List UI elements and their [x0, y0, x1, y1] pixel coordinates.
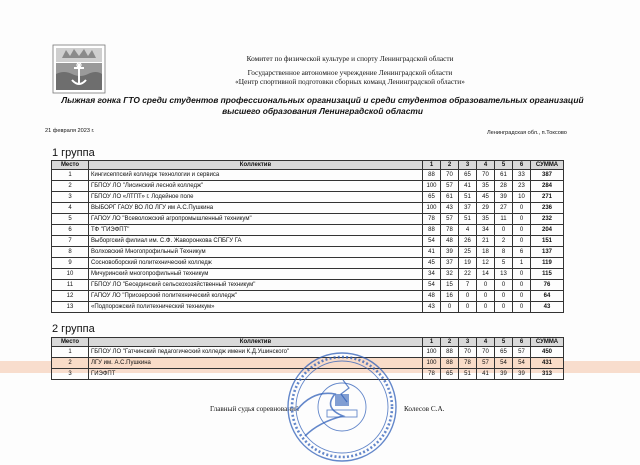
score-cell: 0 [495, 280, 513, 291]
score-cell: 78 [423, 214, 441, 225]
team-cell: ЛГУ им. А.С.Пушкина [89, 358, 423, 369]
column-header: 4 [477, 161, 495, 170]
sum-cell: 431 [531, 358, 564, 369]
score-cell: 70 [459, 347, 477, 358]
sum-cell: 450 [531, 347, 564, 358]
team-cell: ВЫБОРГ ГАОУ ВО ЛО ЛГУ им А.С.Пушкина [89, 203, 423, 214]
score-cell: 35 [477, 214, 495, 225]
place-cell: 8 [52, 247, 89, 258]
score-cell: 0 [441, 302, 459, 313]
score-cell: 0 [513, 269, 531, 280]
sum-cell: 313 [531, 369, 564, 380]
score-cell: 51 [459, 369, 477, 380]
column-header: 6 [513, 161, 531, 170]
signature-name: Колесов С.А. [404, 405, 445, 413]
column-header: 1 [423, 338, 441, 347]
team-cell: Волховский Многопрофильный Техникум [89, 247, 423, 258]
institution-name: Государственное автономное учреждение Ленинградской области [247, 68, 453, 77]
sum-cell: 64 [531, 291, 564, 302]
place-cell: 13 [52, 302, 89, 313]
table-header-row [52, 338, 564, 347]
team-cell: Кингисеппский колледж технологии и сервиса [89, 170, 423, 181]
sum-cell: 271 [531, 192, 564, 203]
signature-label: Главный судья соревнований [210, 405, 299, 413]
score-cell: 15 [441, 280, 459, 291]
score-cell: 57 [513, 347, 531, 358]
table-row [52, 280, 564, 291]
score-cell: 54 [495, 358, 513, 369]
score-cell: 27 [495, 203, 513, 214]
column-header: 3 [459, 338, 477, 347]
score-cell: 39 [441, 247, 459, 258]
score-cell: 0 [459, 291, 477, 302]
place-cell: 10 [52, 269, 89, 280]
score-cell: 13 [495, 269, 513, 280]
score-cell: 19 [459, 258, 477, 269]
score-cell: 65 [441, 369, 459, 380]
score-cell: 78 [459, 358, 477, 369]
score-cell: 43 [441, 203, 459, 214]
score-cell: 2 [495, 236, 513, 247]
score-cell: 65 [459, 170, 477, 181]
place-cell: 6 [52, 225, 89, 236]
sum-cell: 387 [531, 170, 564, 181]
sum-cell: 76 [531, 280, 564, 291]
center-name: «Центр спортивной подготовки сборных команд Ленинградской области» [235, 77, 465, 86]
score-cell: 70 [441, 170, 459, 181]
score-cell: 39 [495, 192, 513, 203]
team-cell: ГБПОУ ЛО "Гатчинский педагогический колледж имени К.Д.Ушинского" [89, 347, 423, 358]
score-cell: 6 [513, 247, 531, 258]
score-cell: 48 [441, 236, 459, 247]
score-cell: 65 [423, 192, 441, 203]
score-cell: 14 [477, 269, 495, 280]
column-header: СУММА [531, 338, 564, 347]
score-cell: 0 [477, 302, 495, 313]
score-cell: 18 [477, 247, 495, 258]
score-cell: 11 [495, 214, 513, 225]
score-cell: 12 [477, 258, 495, 269]
column-header: Коллектив [89, 161, 423, 170]
group-1-results-table [51, 160, 564, 313]
sum-cell: 137 [531, 247, 564, 258]
score-cell: 65 [495, 347, 513, 358]
score-cell: 8 [495, 247, 513, 258]
score-cell: 48 [423, 291, 441, 302]
sum-cell: 151 [531, 236, 564, 247]
score-cell: 7 [459, 280, 477, 291]
team-cell: ГИЭФПТ [89, 369, 423, 380]
team-cell: «Подпорожский политехнический техникум» [89, 302, 423, 313]
sum-cell: 119 [531, 258, 564, 269]
score-cell: 100 [423, 347, 441, 358]
place-cell: 3 [52, 192, 89, 203]
place-cell: 2 [52, 181, 89, 192]
sum-cell: 115 [531, 269, 564, 280]
table-header-row [52, 161, 564, 170]
column-header: СУММА [531, 161, 564, 170]
score-cell: 43 [423, 302, 441, 313]
column-header: 1 [423, 161, 441, 170]
team-cell: ГАПОУ ЛО "Приозерский политехнический колледж" [89, 291, 423, 302]
place-cell: 11 [52, 280, 89, 291]
table-row [52, 170, 564, 181]
sum-cell: 204 [531, 225, 564, 236]
score-cell: 25 [459, 247, 477, 258]
score-cell: 0 [513, 280, 531, 291]
score-cell: 1 [513, 258, 531, 269]
place-cell: 12 [52, 291, 89, 302]
score-cell: 41 [477, 369, 495, 380]
score-cell: 0 [477, 291, 495, 302]
sum-cell: 284 [531, 181, 564, 192]
table-row [52, 192, 564, 203]
score-cell: 0 [495, 225, 513, 236]
score-cell: 70 [477, 347, 495, 358]
score-cell: 10 [513, 192, 531, 203]
score-cell: 61 [495, 170, 513, 181]
score-cell: 39 [513, 369, 531, 380]
team-cell: Сосновоборский политехнический колледж [89, 258, 423, 269]
column-header: 2 [441, 161, 459, 170]
table-row [52, 203, 564, 214]
score-cell: 70 [477, 170, 495, 181]
score-cell: 0 [477, 280, 495, 291]
score-cell: 0 [459, 302, 477, 313]
table-row [52, 236, 564, 247]
score-cell: 88 [441, 347, 459, 358]
table-row [52, 291, 564, 302]
group-1-title: 1 группа [52, 147, 95, 159]
score-cell: 57 [477, 358, 495, 369]
score-cell: 32 [441, 269, 459, 280]
score-cell: 0 [513, 225, 531, 236]
score-cell: 100 [423, 181, 441, 192]
score-cell: 88 [441, 358, 459, 369]
score-cell: 5 [495, 258, 513, 269]
column-header: Коллектив [89, 338, 423, 347]
score-cell: 22 [459, 269, 477, 280]
score-cell: 29 [477, 203, 495, 214]
score-cell: 0 [513, 302, 531, 313]
score-cell: 0 [513, 214, 531, 225]
score-cell: 57 [441, 214, 459, 225]
team-cell: ТФ "ГИЭФПТ" [89, 225, 423, 236]
place-cell: 7 [52, 236, 89, 247]
place-cell: 4 [52, 203, 89, 214]
table-row [52, 302, 564, 313]
score-cell: 100 [423, 203, 441, 214]
score-cell: 33 [513, 170, 531, 181]
score-cell: 54 [423, 236, 441, 247]
column-header: 5 [495, 338, 513, 347]
table-row [52, 258, 564, 269]
official-stamp-icon [283, 350, 401, 465]
sum-cell: 236 [531, 203, 564, 214]
score-cell: 61 [441, 192, 459, 203]
score-cell: 0 [513, 203, 531, 214]
score-cell: 45 [477, 192, 495, 203]
column-header: Место [52, 161, 89, 170]
score-cell: 51 [459, 214, 477, 225]
column-header: 2 [441, 338, 459, 347]
score-cell: 26 [459, 236, 477, 247]
score-cell: 37 [441, 258, 459, 269]
score-cell: 23 [513, 181, 531, 192]
score-cell: 34 [477, 225, 495, 236]
score-cell: 39 [495, 369, 513, 380]
table-row [52, 247, 564, 258]
score-cell: 78 [441, 225, 459, 236]
place-cell: 2 [52, 358, 89, 369]
score-cell: 21 [477, 236, 495, 247]
score-cell: 0 [495, 302, 513, 313]
team-cell: Мичуринский многопрофильный техникум [89, 269, 423, 280]
score-cell: 54 [423, 280, 441, 291]
place-cell: 1 [52, 170, 89, 181]
sum-cell: 232 [531, 214, 564, 225]
score-cell: 35 [477, 181, 495, 192]
score-cell: 88 [423, 170, 441, 181]
group-2-title: 2 группа [52, 323, 95, 335]
score-cell: 37 [459, 203, 477, 214]
column-header: 5 [495, 161, 513, 170]
place-cell: 3 [52, 369, 89, 380]
score-cell: 28 [495, 181, 513, 192]
event-place: Ленинградская обл., п.Токсово [487, 130, 567, 136]
place-cell: 9 [52, 258, 89, 269]
column-header: Место [52, 338, 89, 347]
event-title-line-1: Лыжная гонка ГТО среди студентов профессиональных организаций и среди студентов образовательных организаций [61, 95, 584, 105]
team-cell: ГБПОУ ЛО "Лисинский лесной колледж" [89, 181, 423, 192]
table-row [52, 225, 564, 236]
score-cell: 0 [513, 291, 531, 302]
coat-of-arms-icon [52, 44, 106, 94]
sum-cell: 43 [531, 302, 564, 313]
committee-name: Комитет по физической культуре и спорту Ленинградской области [246, 54, 454, 63]
table-row [52, 181, 564, 192]
score-cell: 57 [441, 181, 459, 192]
event-title-line-2: высшего образования Ленинградской области [222, 106, 423, 116]
score-cell: 45 [423, 258, 441, 269]
score-cell: 51 [459, 192, 477, 203]
column-header: 6 [513, 338, 531, 347]
score-cell: 0 [495, 291, 513, 302]
score-cell: 34 [423, 269, 441, 280]
team-cell: Выборгский филиал им. С.Ф. Жаворонкова СПБГУ ГА [89, 236, 423, 247]
place-cell: 1 [52, 347, 89, 358]
score-cell: 78 [423, 369, 441, 380]
score-cell: 41 [423, 247, 441, 258]
team-cell: ГБПОУ ЛО "Бесединский сельскохозяйственный техникум" [89, 280, 423, 291]
score-cell: 41 [459, 181, 477, 192]
table-row [52, 269, 564, 280]
place-cell: 5 [52, 214, 89, 225]
column-header: 4 [477, 338, 495, 347]
team-cell: ГБПОУ ЛО «ЛТПТ» г. Лодейное поле [89, 192, 423, 203]
column-header: 3 [459, 161, 477, 170]
table-row [52, 214, 564, 225]
score-cell: 54 [513, 358, 531, 369]
team-cell: ГАПОУ ЛО "Всеволожский агропромышленный техникум" [89, 214, 423, 225]
score-cell: 100 [423, 358, 441, 369]
score-cell: 4 [459, 225, 477, 236]
score-cell: 16 [441, 291, 459, 302]
event-date: 21 февраля 2023 г. [45, 128, 95, 134]
score-cell: 0 [513, 236, 531, 247]
score-cell: 88 [423, 225, 441, 236]
